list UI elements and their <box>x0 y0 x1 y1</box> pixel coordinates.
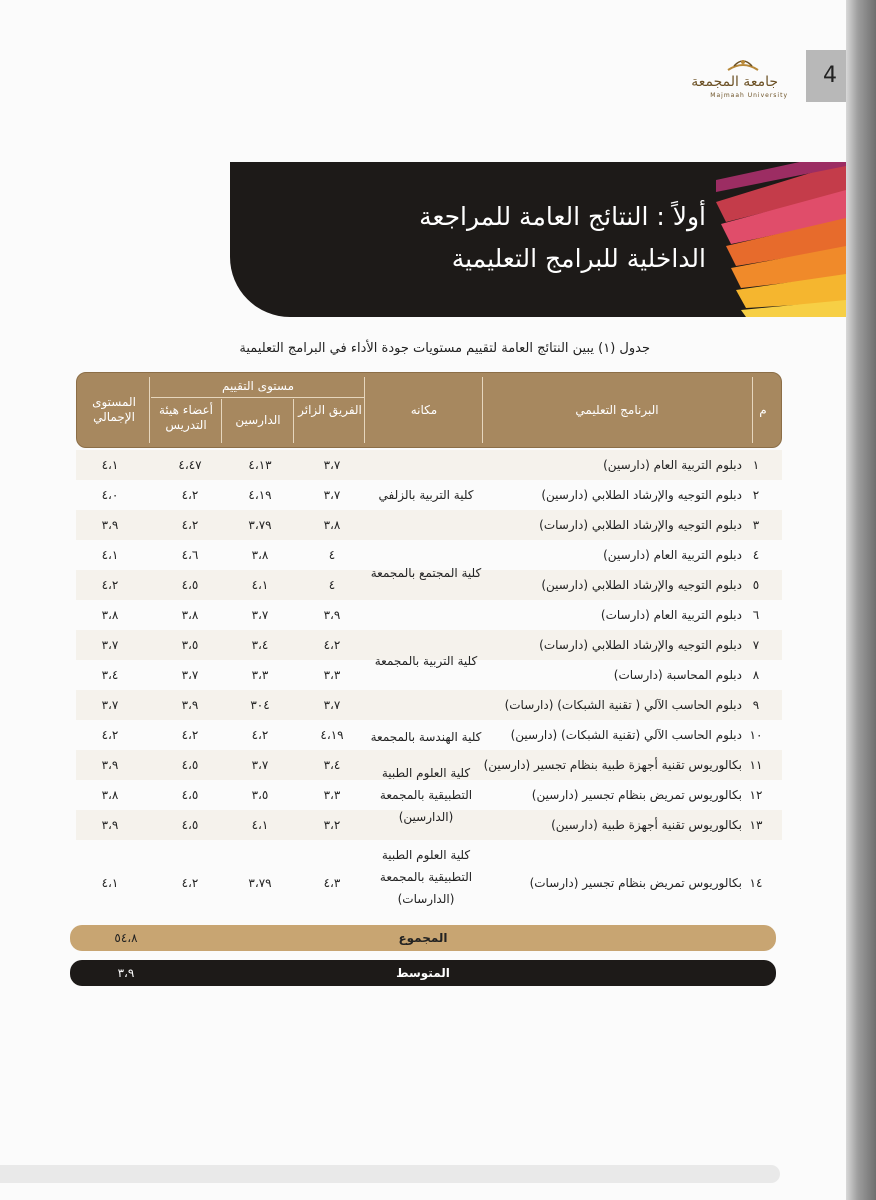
total-score: ٣،٨ <box>101 608 119 622</box>
faculty-score: ٤،٥ <box>181 818 199 832</box>
faculty-score: ٣،٨ <box>181 608 199 622</box>
row-index: ١٢ <box>749 788 763 802</box>
table-row <box>76 690 782 720</box>
row-index: ٤ <box>752 548 760 562</box>
program-name: دبلوم الحاسب الآلي (تقنية الشبكات) (دارسين) <box>510 728 742 742</box>
total-score: ٤،٢ <box>101 728 119 742</box>
header-place: مكانه <box>410 403 438 417</box>
team-score: ٣،٩ <box>323 608 341 622</box>
total-score: ٣،٧ <box>101 698 119 712</box>
colored-pencils-icon <box>716 162 846 317</box>
place-cell: كلية التربية بالمجمعة <box>374 654 478 668</box>
sum-value: ٥٤،٨ <box>114 931 138 945</box>
faculty-score: ٤،٢ <box>181 518 199 532</box>
students-score: ٣،٧ <box>251 758 269 772</box>
students-score: ٣،٧ <box>251 608 269 622</box>
program-name: دبلوم التربية العام (دارسين) <box>603 458 742 472</box>
program-name: دبلوم المحاسبة (دارسات) <box>613 668 742 682</box>
team-score: ٣،٣ <box>323 788 341 802</box>
faculty-score: ٤،٦ <box>181 548 199 562</box>
total-score: ٤،١ <box>101 876 119 890</box>
university-logo <box>690 56 790 104</box>
banner-title-line1: أولاً : النتائج العامة للمراجعة <box>419 202 706 231</box>
program-name: دبلوم التوجيه والإرشاد الطلابي (دارسات) <box>539 638 742 652</box>
team-score: ٣،٨ <box>323 518 341 532</box>
faculty-score: ٤،٥ <box>181 578 199 592</box>
students-score: ٣،٧٩ <box>248 876 272 890</box>
students-score: ٤،١ <box>251 578 269 592</box>
header-faculty: أعضاء هيئة التدريس <box>158 403 214 432</box>
faculty-score: ٤،٢ <box>181 728 199 742</box>
students-score: ٣،٤ <box>251 638 269 652</box>
total-score: ٤،٠ <box>101 488 119 502</box>
header-program: البرنامج التعليمي <box>575 403 659 417</box>
row-index: ٨ <box>752 668 760 682</box>
total-score: ٤،١ <box>101 548 119 562</box>
place-cell: كلية المجتمع بالمجمعة <box>370 566 482 580</box>
team-score: ٤ <box>328 578 336 592</box>
faculty-score: ٤،٢ <box>181 488 199 502</box>
faculty-score: ٣،٥ <box>181 638 199 652</box>
total-score: ٣،٤ <box>101 668 119 682</box>
place-cell: كلية الهندسة بالمجمعة <box>370 730 482 744</box>
total-score: ٤،٢ <box>101 578 119 592</box>
team-score: ٣،٧ <box>323 488 341 502</box>
logo-arabic-name: جامعة المجمعة <box>691 74 778 90</box>
table-caption: جدول (١) يبين النتائج العامة لتقييم مستويات جودة الأداء في البرامج التعليمية <box>239 341 650 356</box>
team-score: ٣،٧ <box>323 698 341 712</box>
team-score: ٤،٢ <box>323 638 341 652</box>
header-visiting-team: الفريق الزائر <box>298 403 362 417</box>
row-index: ١٠ <box>749 728 763 742</box>
program-name: دبلوم التوجيه والإرشاد الطلابي (دارسات) <box>539 518 742 532</box>
faculty-score: ٤،٢ <box>181 876 199 890</box>
total-score: ٣،٩ <box>101 818 119 832</box>
students-score: ٤،١ <box>251 818 269 832</box>
team-score: ٣،٢ <box>323 818 341 832</box>
header-total-level: المستوى الإجمالي <box>92 395 136 424</box>
row-index: ٦ <box>752 608 760 622</box>
program-name: دبلوم التوجيه والإرشاد الطلابي (دارسين) <box>541 578 742 592</box>
row-index: ٧ <box>752 638 760 652</box>
place-cell: كلية العلوم الطبية التطبيقية بالمجمعة (الدارسين) <box>379 766 473 824</box>
row-index: ٥ <box>752 578 760 592</box>
faculty-score: ٣،٧ <box>181 668 199 682</box>
faculty-score: ٤،٥ <box>181 758 199 772</box>
place-cell: كلية العلوم الطبية التطبيقية بالمجمعة (الدارسات) <box>379 848 473 906</box>
total-score: ٣،٩ <box>101 758 119 772</box>
banner-title-line2: الداخلية للبرامج التعليمية <box>451 244 706 273</box>
row-index: ٣ <box>752 518 760 532</box>
row-index: ١١ <box>749 758 763 772</box>
table-row <box>76 450 782 480</box>
book-emblem-icon <box>726 56 760 74</box>
section-banner <box>230 162 846 317</box>
students-score: ٤،١٩ <box>248 488 272 502</box>
program-name: بكالوريوس تمريض بنظام تجسير (دارسين) <box>531 788 742 802</box>
footer-strip <box>0 1165 780 1183</box>
team-score: ٤،٣ <box>323 876 341 890</box>
table-header <box>76 372 782 448</box>
logo-english-name: Majmaah University <box>710 92 788 99</box>
sum-bar <box>70 925 776 951</box>
program-name: بكالوريوس تقنية أجهزة طبية (دارسين) <box>551 818 742 832</box>
total-score: ٣،٧ <box>101 638 119 652</box>
table-row <box>76 510 782 540</box>
program-name: دبلوم التربية العام (دارسين) <box>603 548 742 562</box>
header-students: الدارسين <box>235 413 281 427</box>
row-index: ١٣ <box>749 818 763 832</box>
header-evaluation-level: مستوى التقييم <box>221 379 295 393</box>
program-name: دبلوم التربية العام (دارسات) <box>600 608 742 622</box>
faculty-score: ٣،٩ <box>181 698 199 712</box>
total-score: ٣،٨ <box>101 788 119 802</box>
page-edge <box>846 0 876 1200</box>
students-score: ٣،٣ <box>251 668 269 682</box>
students-score: ٣،٥ <box>251 788 269 802</box>
average-label: المتوسط <box>396 966 450 980</box>
header-index: م <box>759 403 767 417</box>
average-value: ٣،٩ <box>117 966 135 980</box>
sum-label: المجموع <box>398 931 448 945</box>
faculty-score: ٤،٤٧ <box>178 458 202 472</box>
students-score: ٤،١٣ <box>248 458 272 472</box>
students-score: ٣،٧٩ <box>248 518 272 532</box>
faculty-score: ٤،٥ <box>181 788 199 802</box>
program-name: دبلوم الحاسب الآلي ( تقنية الشبكات) (دارسات) <box>504 698 742 712</box>
total-score: ٤،١ <box>101 458 119 472</box>
students-score: ٣،٨ <box>251 548 269 562</box>
row-index: ٩ <box>752 698 760 712</box>
team-score: ٣،٤ <box>323 758 341 772</box>
program-name: دبلوم التوجيه والإرشاد الطلابي (دارسين) <box>541 488 742 502</box>
row-index: ٢ <box>752 488 760 502</box>
team-score: ٣،٣ <box>323 668 341 682</box>
row-index: ١ <box>752 458 760 472</box>
row-index: ١٤ <box>749 876 763 890</box>
program-name: بكالوريوس تقنية أجهزة طبية بنظام تجسير (دارسين) <box>483 758 742 772</box>
average-bar <box>70 960 776 986</box>
place-cell: كلية التربية بالزلفي <box>378 488 474 502</box>
team-score: ٤ <box>328 548 336 562</box>
team-score: ٣،٧ <box>323 458 341 472</box>
students-score: ٤،٢ <box>251 728 269 742</box>
program-name: بكالوريوس تمريض بنظام تجسير (دارسات) <box>529 876 742 890</box>
table-row <box>76 600 782 630</box>
team-score: ٤،١٩ <box>320 728 344 742</box>
students-score: ٣٠٤ <box>250 698 270 712</box>
page-number: 4 <box>806 50 854 102</box>
total-score: ٣،٩ <box>101 518 119 532</box>
